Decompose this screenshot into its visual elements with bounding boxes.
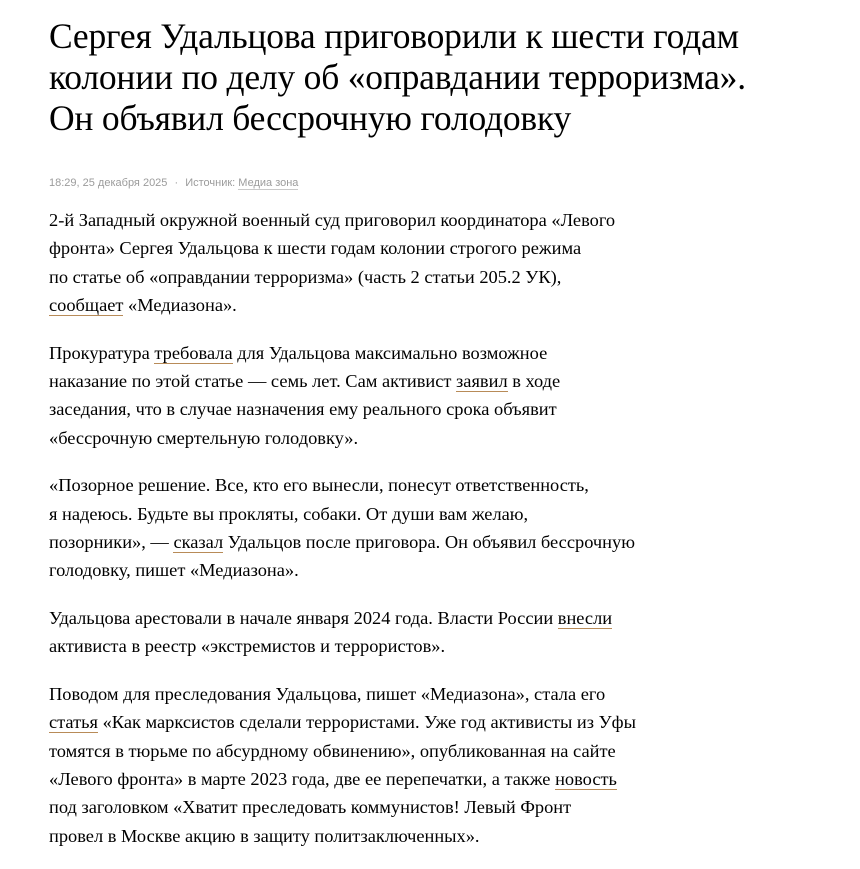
- paragraph: [49, 604, 709, 661]
- paragraph-text: в ходе: [507, 371, 561, 392]
- article-meta: [49, 176, 809, 190]
- link-novost[interactable]: новость: [555, 768, 617, 789]
- paragraph-text: я надеюсь. Будьте вы прокляты, собаки. От души вам желаю,: [49, 503, 529, 524]
- headline-line: Он объявил бессрочную голодовку: [49, 98, 572, 138]
- link-statya[interactable]: статья: [49, 712, 98, 733]
- paragraph-text: для Удальцова максимально возможное: [232, 342, 548, 363]
- paragraph: [49, 206, 709, 320]
- paragraph-text: «Левого фронта» в марте 2023 года, две ее перепечатки, а также: [49, 768, 556, 789]
- paragraph-text: фронта» Сергея Удальцова к шести годам колонии строгого режима: [49, 238, 582, 259]
- paragraph-text: «бессрочную смертельную голодовку».: [49, 427, 359, 448]
- source-link[interactable]: Медиа зона: [238, 177, 299, 189]
- article-body: [49, 206, 709, 850]
- paragraph-text: заседания, что в случае назначения ему реального срока объявит: [49, 399, 557, 420]
- paragraph-text: голодовку, пишет «Медиазона».: [49, 560, 299, 581]
- paragraph-text: наказание по этой статье — семь лет. Сам активист: [49, 371, 457, 392]
- article: [49, 16, 809, 869]
- paragraph-text: «Позорное решение. Все, кто его вынесли, понесут ответственность,: [49, 475, 589, 496]
- paragraph-text: Удальцов после приговора. Он объявил бессрочную: [223, 532, 635, 553]
- link-vnesli[interactable]: внесли: [557, 607, 613, 628]
- paragraph-text: провел в Москве акцию в защиту политзаключенных».: [49, 825, 480, 846]
- paragraph-text: под заголовком «Хватит преследовать коммунистов! Левый Фронт: [49, 797, 572, 818]
- paragraph-text: по статье об «оправдании терроризма» (часть 2 статьи 205.2 УК),: [49, 266, 562, 287]
- paragraph-text: Прокуратура: [49, 342, 155, 363]
- paragraph: [49, 471, 709, 585]
- paragraph-text: активиста в реестр «экстремистов и террористов».: [49, 636, 446, 657]
- headline-line: Сергея Удальцова приговорили к шести годам: [49, 16, 739, 56]
- paragraph-text: «Как марксистов сделали террористами. Уже год активисты из Уфы: [98, 712, 636, 733]
- headline: [49, 16, 809, 139]
- paragraph-text: «Медиазона».: [123, 295, 237, 316]
- meta-separator: ·: [174, 177, 179, 189]
- link-trebovala[interactable]: требовала: [154, 342, 233, 363]
- headline-line: колонии по делу об «оправдании терроризма».: [49, 57, 746, 97]
- source-label: Источник:: [185, 177, 236, 189]
- paragraph-text: томятся в тюрьме по абсурдному обвинению», опубликованная на сайте: [49, 740, 616, 761]
- paragraph-text: 2-й Западный окружной военный суд приговорил координатора «Левого: [49, 210, 616, 230]
- publish-time: 18:29, 25 декабря 2025: [49, 177, 168, 189]
- paragraph-text: Поводом для преследования Удальцова, пишет «Медиазона», стала его: [49, 683, 606, 704]
- paragraph: [49, 680, 709, 850]
- paragraph-text: позорники», —: [49, 532, 174, 553]
- link-soobshchaet[interactable]: сообщает: [49, 295, 124, 316]
- link-skazal[interactable]: сказал: [173, 532, 224, 553]
- paragraph-text: Удальцова арестовали в начале января 2024 года. Власти России: [49, 607, 558, 628]
- link-zayavil[interactable]: заявил: [456, 371, 508, 392]
- paragraph: [49, 339, 709, 453]
